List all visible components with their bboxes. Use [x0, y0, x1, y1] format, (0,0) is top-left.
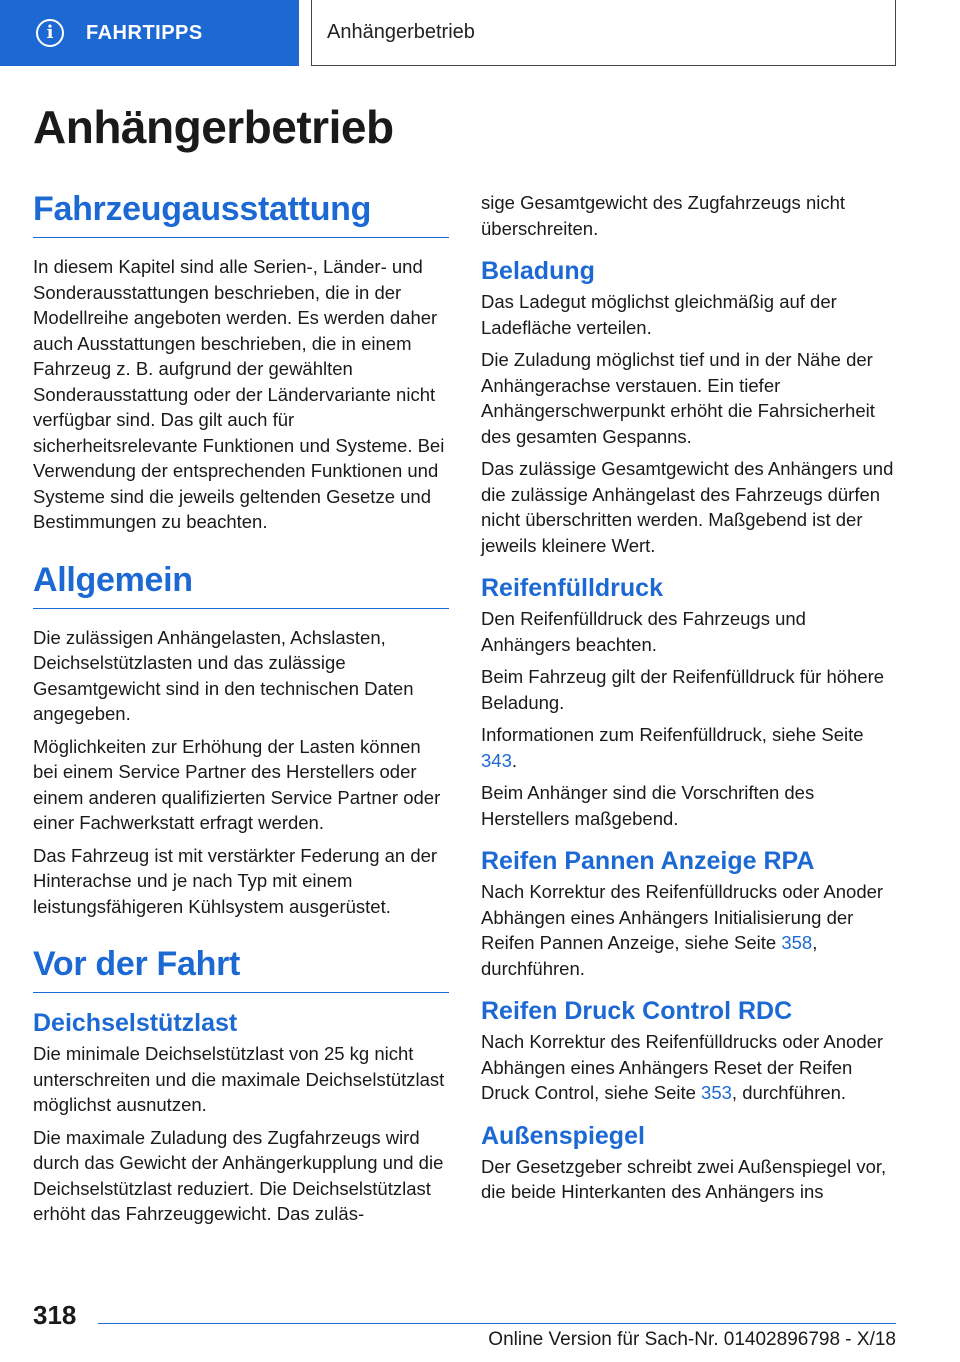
- paragraph: [481, 879, 897, 981]
- page-header: [0, 0, 960, 66]
- text-span: , durchführen.: [731, 1082, 847, 1103]
- text-span: Nach Korrektur des Reifenfülldrucks oder Anoder Abhängen eines Anhängers Reset der Reifen Druck Control, siehe Seite: [481, 1031, 884, 1103]
- subsection-title-beladung: Beladung: [481, 257, 595, 285]
- subsection-title-rpa: Reifen Pannen Anzeige RPA: [481, 847, 815, 875]
- section-title-vor-der-fahrt: Vor der Fahrt: [33, 945, 449, 993]
- paragraph: Das zulässige Gesamtgewicht des Anhängers und die zulässige Anhängelast des Fahrzeugs dürfen nicht überschritten werden. Maßgebend ist der jeweils kleinere Wert.: [481, 458, 894, 556]
- paragraph: Die minimale Deichselstützlast von 25 kg nicht unterschreiten und die maximale Deichselstützlast möglichst ausnutzen.: [33, 1043, 445, 1115]
- paragraph: sige Gesamtgewicht des Zugfahrzeugs nicht überschreiten.: [481, 192, 846, 239]
- left-column: [33, 190, 449, 1234]
- text-span: , durchführen.: [481, 932, 818, 979]
- footer-online-version: Online Version für Sach-Nr. 01402896798 - X/18: [488, 1329, 896, 1350]
- text-span: Informationen zum Reifenfülldruck, siehe Seite: [481, 724, 864, 745]
- section-title-allgemein: Allgemein: [33, 561, 449, 609]
- paragraph: Die zulässigen Anhängelasten, Achslasten, Deichselstützlasten und das zulässige Gesamtgewicht sind in den technischen Daten angegeben.: [33, 626, 414, 724]
- breadcrumb: Anhängerbetrieb: [311, 0, 896, 66]
- page-title: Anhängerbetrieb: [33, 101, 394, 153]
- subsection-title-rdc: Reifen Druck Control RDC: [481, 997, 793, 1025]
- paragraph: Beim Anhänger sind die Vorschriften des Herstellers maßgebend.: [481, 782, 815, 829]
- paragraph: Der Gesetzgeber schreibt zwei Außenspiegel vor, die beide Hinterkanten des Anhängers ins: [481, 1155, 887, 1202]
- paragraph: Die Zuladung möglichst tief und in der Nähe der Anhängerachse verstauen. Ein tiefer Anhängerschwerpunkt erhöht die Fahrsicherheit des gesamten Gespanns.: [481, 349, 875, 447]
- subsection-title-deichselstuetzlast: Deichselstützlast: [33, 1009, 238, 1037]
- paragraph: In diesem Kapitel sind alle Serien-, Länder- und Sonderausstattungen beschrieben, die in der Modellreihe angeboten werden. Es werden daher auch Ausstattungen beschrieben, die in einem Fahrzeug z. B. aufgrund der gewählten Sonderausstattung oder der Ländervariante nicht verfügbar sind. Das gilt auch für sicherheitsrelevante Funktionen und Systeme. Bei Verwendung der entsprechenden Funktionen und Systeme sind die jeweils geltenden Gesetze und Bestimmungen zu beachten.: [33, 256, 445, 532]
- chapter-label: FAHRTIPPS: [86, 21, 203, 44]
- subsection-title-aussenspiegel: Außenspiegel: [481, 1121, 645, 1150]
- paragraph: [481, 1029, 897, 1106]
- page-link-358[interactable]: 358: [781, 932, 813, 953]
- paragraph: Möglichkeiten zur Erhöhung der Lasten können bei einem Service Partner des Herstellers oder einem anderen qualifizierten Service Partner oder einer Fachwerkstatt erfragt werden.: [33, 735, 441, 833]
- text-span: .: [511, 749, 518, 771]
- paragraph: Das Fahrzeug ist mit verstärkter Federung an der Hinterachse und je nach Typ mit einem leistungsfähigeren Kühlsystem ausgerüstet.: [33, 844, 438, 917]
- subsection-title-reifenfuelldruck: Reifenfülldruck: [481, 574, 663, 602]
- chapter-tab: [0, 0, 299, 66]
- paragraph: [481, 722, 897, 773]
- section-title-fahrzeugausstattung: Fahrzeugausstattung: [33, 190, 449, 238]
- page-link-353[interactable]: 353: [701, 1082, 732, 1103]
- paragraph: Den Reifenfülldruck des Fahrzeugs und Anhängers beachten.: [481, 608, 806, 655]
- right-column: [481, 190, 897, 1212]
- paragraph: Beim Fahrzeug gilt der Reifenfülldruck für höhere Beladung.: [481, 666, 885, 713]
- paragraph: Das Ladegut möglichst gleichmäßig auf der Ladefläche verteilen.: [481, 291, 837, 338]
- footer-divider: [98, 1323, 896, 1324]
- page-link-343[interactable]: 343: [481, 749, 512, 771]
- page-number: 318: [33, 1300, 77, 1330]
- paragraph: Die maximale Zuladung des Zugfahrzeugs wird durch das Gewicht der Anhängerkupplung und die Deichselstützlast reduziert. Die Deichselstützlast erhöht das Fahrzeuggewicht. Das zuläs-: [33, 1126, 444, 1224]
- text-span: Nach Korrektur des Reifenfülldrucks oder Anoder Abhängen eines Anhängers Initialisierung der Reifen Pannen Anzeige, siehe Seite: [481, 881, 884, 953]
- info-icon: i: [36, 19, 64, 47]
